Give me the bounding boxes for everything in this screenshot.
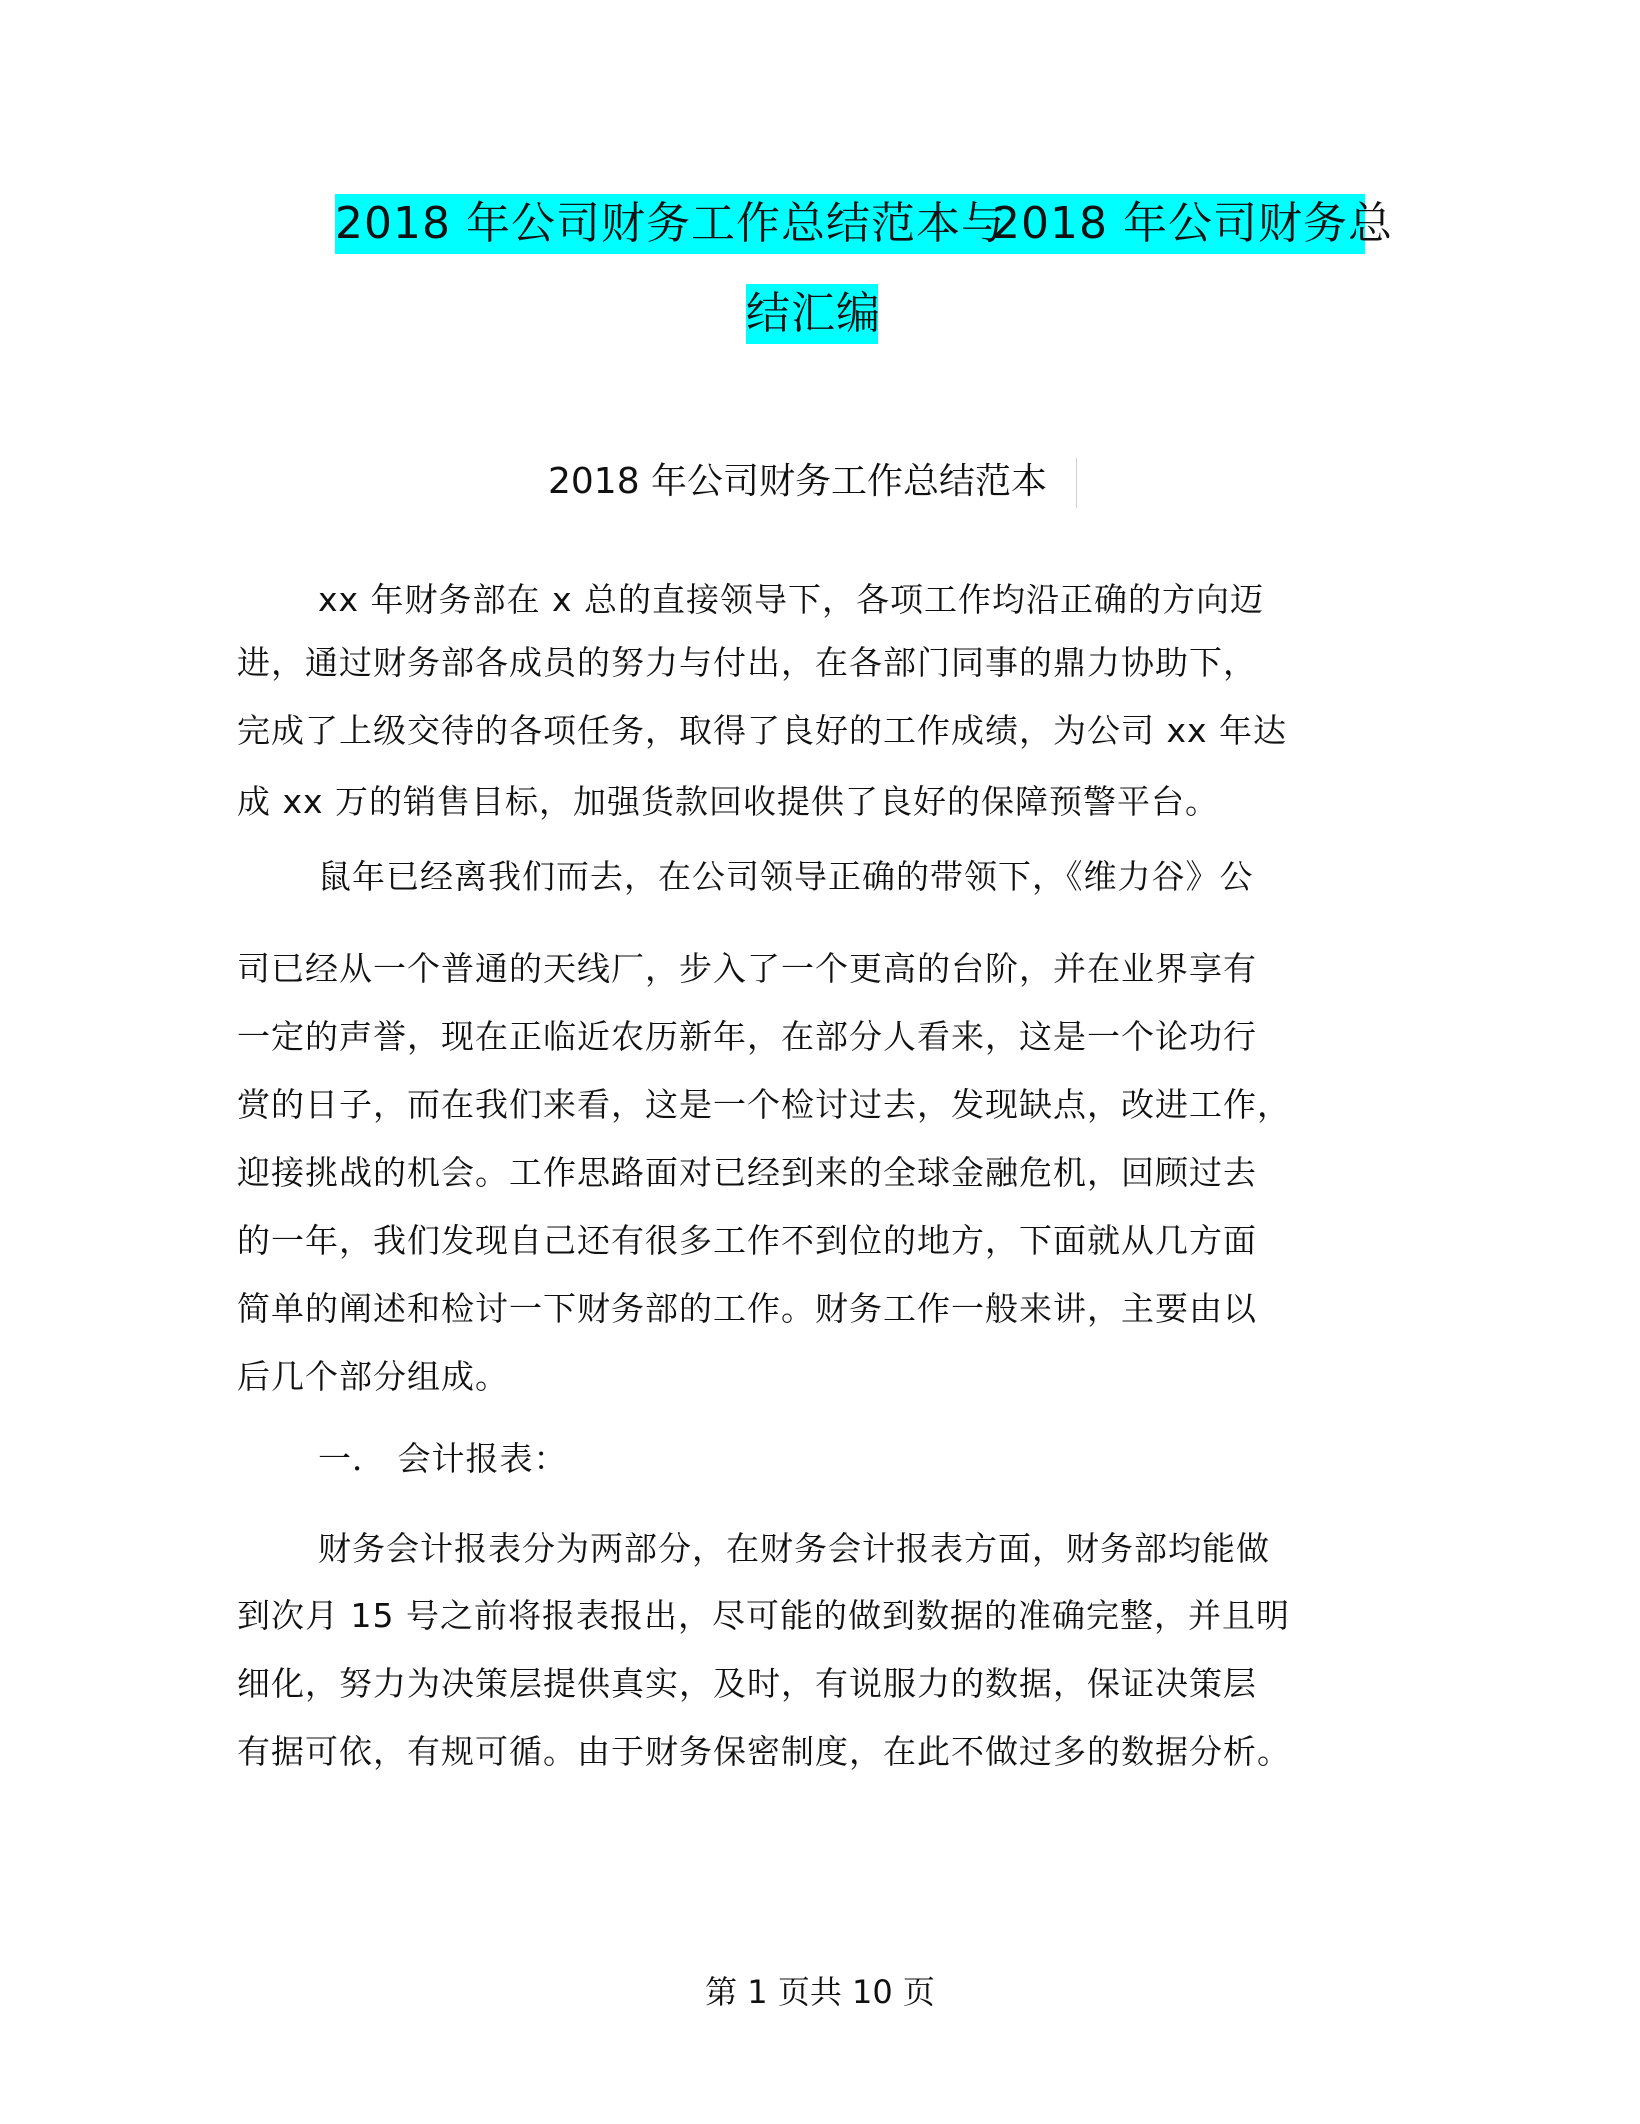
body-line: 细化，努力为决策层提供真实，及时，有说服力的数据，保证决策层	[237, 1664, 1257, 1703]
body-line: 鼠年已经离我们而去，在公司领导正确的带领下，《维力谷》公	[318, 857, 1254, 896]
page-number: 第 1 页共 10 页	[705, 1973, 935, 2011]
section-heading: 2018 年公司财务工作总结范本	[548, 461, 1048, 502]
title-segment-a: 2018 年公司财务工作总结范本与	[335, 198, 1006, 249]
heading-divider	[1076, 458, 1077, 508]
body-line: 到次月 15 号之前将报表报出，尽可能的做到数据的准确完整，并且明	[237, 1596, 1290, 1635]
body-line: 迎接挑战的机会。工作思路面对已经到来的全球金融危机，回顾过去	[237, 1153, 1257, 1192]
document-title-line-2: 结汇编	[746, 284, 878, 344]
body-line: 简单的阐述和检讨一下财务部的工作。财务工作一般来讲，主要由以	[237, 1289, 1257, 1328]
body-line: 成 xx 万的销售目标，加强货款回收提供了良好的保障预警平台。	[237, 782, 1220, 821]
body-line: 的一年，我们发现自己还有很多工作不到位的地方，下面就从几方面	[237, 1221, 1257, 1260]
body-line: 有据可依，有规可循。由于财务保密制度，在此不做过多的数据分析。	[237, 1732, 1291, 1771]
body-line: xx 年财务部在 x 总的直接领导下，各项工作均沿正确的方向迈	[318, 580, 1265, 619]
document-title-line-1	[335, 194, 1393, 254]
body-line: 一定的声誉，现在正临近农历新年，在部分人看来，这是一个论功行	[237, 1017, 1257, 1056]
list-heading: 一． 会计报表：	[318, 1439, 568, 1478]
body-line: 赏的日子，而在我们来看，这是一个检讨过去，发现缺点，改进工作，	[237, 1085, 1291, 1124]
body-line: 财务会计报表分为两部分，在财务会计报表方面，财务部均能做	[318, 1529, 1270, 1568]
body-line: 进，通过财务部各成员的努力与付出，在各部门同事的鼎力协助下，	[237, 643, 1257, 682]
body-line: 完成了上级交待的各项任务，取得了良好的工作成绩，为公司 xx 年达	[237, 711, 1288, 750]
body-line: 后几个部分组成。	[237, 1357, 509, 1396]
title-segment-b: 2018 年公司财务总	[992, 198, 1393, 249]
body-line: 司已经从一个普通的天线厂，步入了一个更高的台阶，并在业界享有	[237, 949, 1257, 988]
page-footer	[0, 1970, 1640, 2014]
